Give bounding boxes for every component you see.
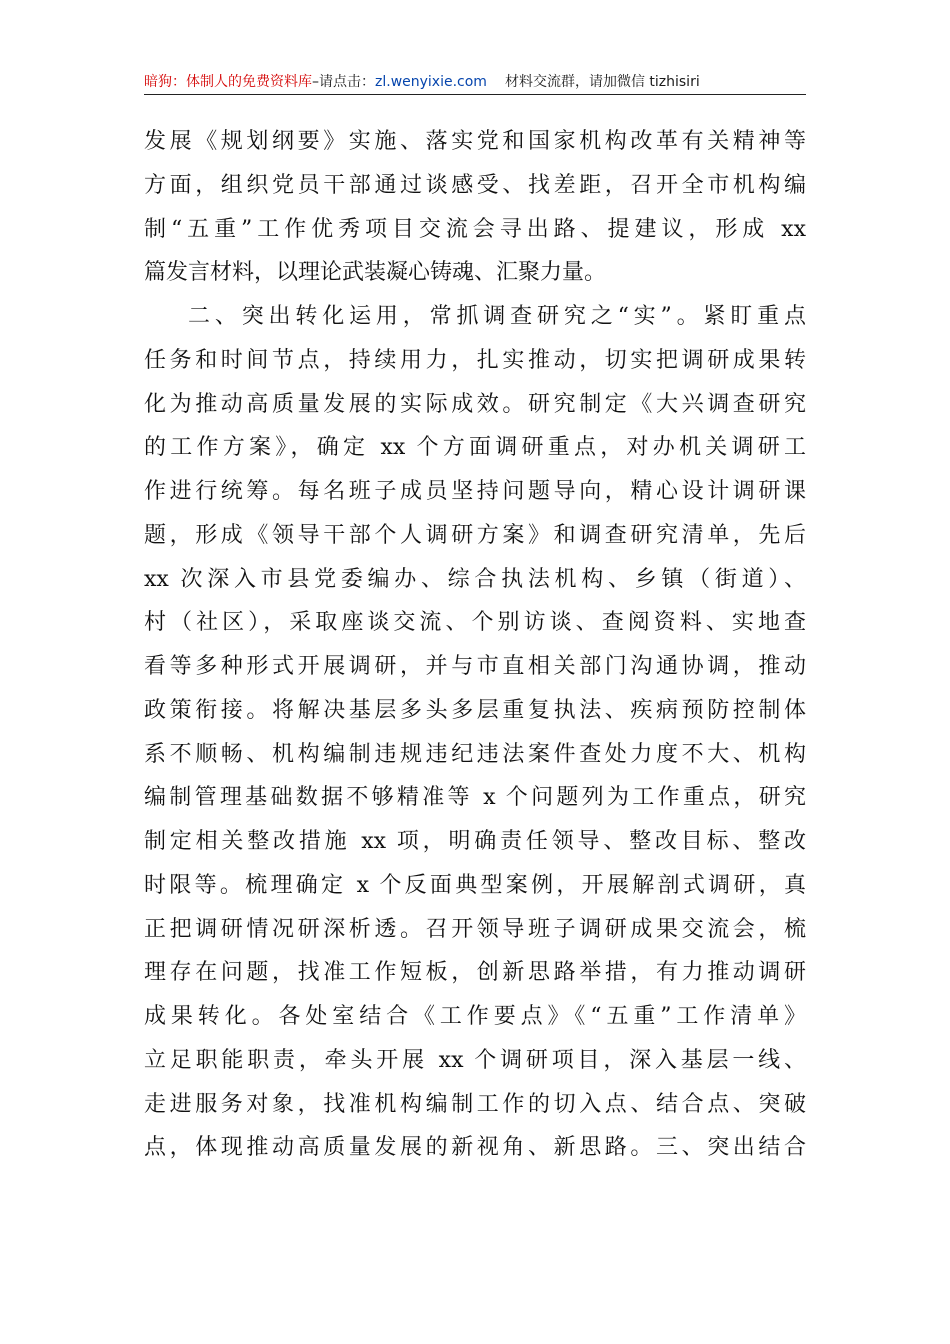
text-line: 的工作方案》，确定 xx 个方面调研重点，对办机关调研工 (144, 435, 806, 461)
text-line: 题，形成《领导干部个人调研方案》和调查研究清单，先后 (144, 522, 806, 548)
text-line: 系不顺畅、机构编制违规违纪违法案件查处力度不大、机构 (144, 741, 806, 767)
text-line: 看等多种形式开展调研，并与市直相关部门沟通协调，推动 (144, 654, 806, 679)
text-line: 立足职能职责，牵头开展 xx 个调研项目，深入基层一线、 (144, 1047, 806, 1073)
text-line: 成果转化。各处室结合《工作要点》《“五重”工作清单》 (144, 1004, 806, 1029)
text-line: 制“五重”工作优秀项目交流会寻出路、提建议，形成 xx (144, 216, 806, 242)
page-header (144, 72, 806, 94)
text-line: xx 次深入市县党委编办、综合执法机构、乡镇（街道）、 (144, 566, 806, 592)
text-line: 化为推动高质量发展的实际成效。研究制定《大兴调查研究 (144, 391, 806, 417)
text-line: 政策衔接。将解决基层多头多层重复执法、疾病预防控制体 (144, 697, 806, 723)
text-line: 制定相关整改措施 xx 项，明确责任领导、整改目标、整改 (144, 829, 806, 854)
text-line: 编制管理基础数据不够精准等 x 个问题列为工作重点，研究 (144, 785, 806, 811)
header-divider (144, 94, 806, 95)
text-line: 时限等。梳理确定 x 个反面典型案例，开展解剖式调研，真 (144, 872, 806, 898)
click-prefix: –请点击： (312, 74, 375, 90)
section-heading-line: 二、突出转化运用，常抓调查研究之“实”。紧盯重点 (188, 304, 806, 329)
text-line: 方面，组织党员干部通过谈感受、找差距，召开全市机构编 (144, 172, 806, 198)
text-line: 任务和时间节点，持续用力，扎实推动，切实把调研成果转 (144, 347, 806, 373)
text-line: 作进行统筹。每名班子成员坚持问题导向，精心设计调研课 (144, 479, 806, 504)
text-line: 走进服务对象，找准机构编制工作的切入点、结合点、突破 (144, 1091, 806, 1117)
text-line: 点，体现推动高质量发展的新视角、新思路。三、突出结合 (144, 1135, 806, 1161)
website-link[interactable]: zl.wenyixie.com (375, 74, 487, 90)
brand-text: 暗狗：体制人的免费资料库 (144, 74, 312, 90)
text-line: 正把调研情况研深析透。召开领导班子调研成果交流会，梳 (144, 916, 806, 942)
text-line: 发展《规划纲要》实施、落实党和国家机构改革有关精神等 (144, 129, 806, 154)
text-line: 篇发言材料，以理论武装凝心铸魂、汇聚力量。 (144, 260, 607, 286)
text-line: 村（社区），采取座谈交流、个别访谈、查阅资料、实地查 (144, 610, 806, 636)
text-line: 理存在问题，找准工作短板，创新思路举措，有力推动调研 (144, 960, 806, 986)
group-note: 材料交流群，请加微信 tizhisiri (504, 74, 700, 90)
document-body (144, 120, 806, 1170)
